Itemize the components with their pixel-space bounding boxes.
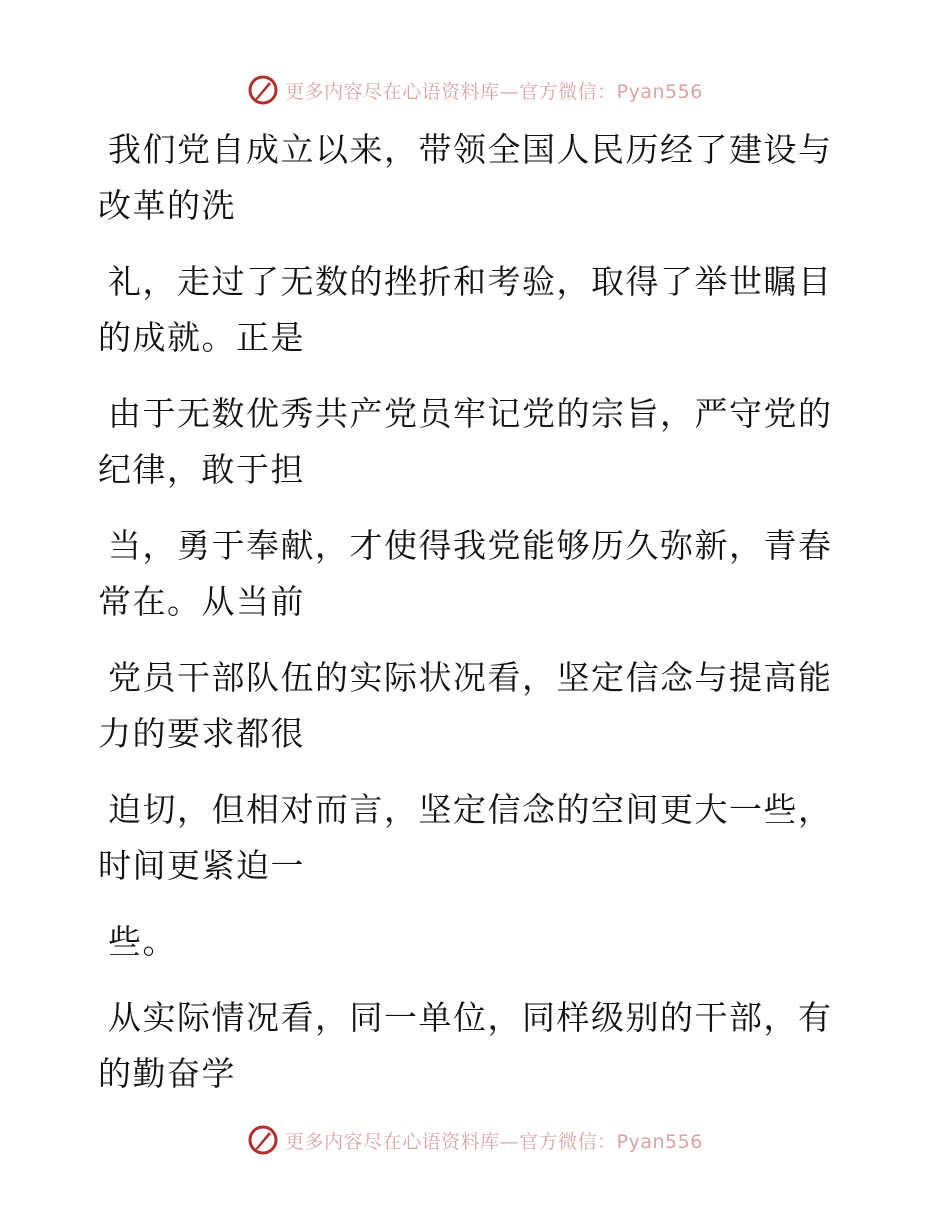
text-line-2: 改革的洗 xyxy=(98,186,236,225)
text-line-15: 的勤奋学 xyxy=(98,1054,236,1093)
header-watermark xyxy=(0,70,950,110)
footer-watermark-label: 更多内容尽在心语资料库—官方微信： xyxy=(285,1130,617,1153)
text-line-4: 的成就。正是 xyxy=(98,318,305,357)
header-watermark-label: 更多内容尽在心语资料库—官方微信： xyxy=(285,80,617,103)
text-line-12: 时间更紧迫一 xyxy=(98,846,305,885)
text-line-14: 从实际情况看，同一单位，同样级别的干部，有 xyxy=(108,998,833,1037)
document-body xyxy=(98,122,838,1102)
text-line-11: 迫切，但相对而言，坚定信念的空间更大一些， xyxy=(108,790,833,829)
footer-watermark-text xyxy=(285,1127,703,1154)
text-line-1: 我们党自成立以来，带领全国人民历经了建设与 xyxy=(108,130,833,169)
text-line-10: 力的要求都很 xyxy=(98,714,305,753)
footer-watermark xyxy=(0,1120,950,1160)
feather-pen-logo-icon xyxy=(247,1124,279,1156)
text-line-7: 当，勇于奉献，才使得我党能够历久弥新，青春 xyxy=(108,526,833,565)
text-line-6: 纪律，敢于担 xyxy=(98,450,305,489)
text-line-9: 党员干部队伍的实际状况看，坚定信念与提高能 xyxy=(108,658,833,697)
text-line-3: 礼，走过了无数的挫折和考验，取得了举世瞩目 xyxy=(108,262,833,301)
text-line-8: 常在。从当前 xyxy=(98,582,305,621)
text-line-13: 些。 xyxy=(108,922,177,961)
footer-watermark-wechat-id: Pyan556 xyxy=(616,1130,703,1153)
header-watermark-wechat-id: Pyan556 xyxy=(616,80,703,103)
header-watermark-text xyxy=(285,77,703,104)
text-line-5: 由于无数优秀共产党员牢记党的宗旨，严守党的 xyxy=(108,394,833,433)
feather-pen-logo-icon xyxy=(247,74,279,106)
